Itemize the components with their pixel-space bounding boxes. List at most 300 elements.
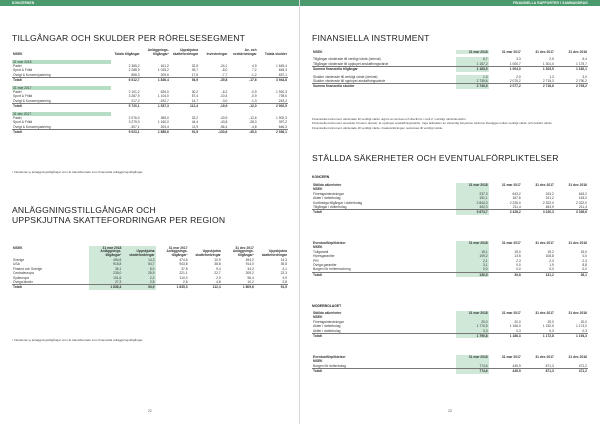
table-cell: Övrigt & Koncernjustering [13, 72, 51, 77]
table-cell: -0,9 [250, 90, 257, 95]
moder-pledges-table [312, 311, 588, 338]
table-cell: 38,8 [214, 262, 221, 267]
table-cell: -4,8 [250, 124, 257, 129]
koncern-pledges-table [312, 183, 588, 215]
table-cell: 643,2 [512, 191, 521, 196]
column-header: 31 dec 2016 [568, 182, 587, 187]
table-cell: 774,6 [456, 364, 489, 369]
table-cell: 3 674,7 [456, 210, 489, 215]
table-cell: 1,3 [456, 75, 489, 79]
table-cell: 2,8 [282, 280, 287, 285]
table-cell: 14,7 [191, 98, 199, 103]
group-date: 31 mar 2018 [12, 60, 111, 64]
table-cell: 5 720,1 [111, 104, 140, 109]
instruments-table [312, 50, 588, 89]
column-header: Anläggnings-tillgångar¹ [232, 249, 254, 258]
table-cell: 474,6 [179, 257, 188, 262]
total-row [312, 210, 588, 215]
table-cell: 94,9 [170, 78, 199, 83]
table-cell: 10,9 [214, 257, 221, 262]
table-cell: 837,1 [278, 72, 287, 77]
table-cell: 57,4 [191, 94, 199, 99]
table-cell: 0,0 [582, 254, 587, 259]
table-cell: 0,3 [456, 329, 489, 334]
table-cell: 211,4 [578, 205, 587, 209]
table-cell: 1 770,5 [456, 324, 489, 328]
table-cell: Kortfristiga tillgångar i dotterbolag [313, 200, 363, 205]
total-row [312, 369, 588, 374]
right-bar-tag: FINANSIELLA RAPPORTER I SAMMANDRAG [512, 1, 588, 5]
group-date: 31 mar 2017 [12, 86, 111, 90]
column-header: Uppskjutna skattefordringar [122, 250, 155, 258]
right-page [300, 0, 600, 424]
table-cell: 1 301,0 [542, 61, 554, 66]
table-cell: 1 004,0 [489, 67, 522, 72]
table-cell: Padel [13, 64, 22, 68]
table-cell: 22,3 [280, 271, 287, 276]
column-header: 31 mar 2018 [456, 183, 489, 187]
table-cell: 1 194,3 [555, 334, 588, 339]
table-cell: 108,8 [545, 254, 554, 259]
regions-title-line2: UPPSKJUTNA SKATTEFORDRINGAR PER REGION [12, 215, 226, 225]
table-cell: 7,2 [252, 68, 257, 73]
column-header: Uppskjutna skattefordringar [172, 48, 199, 56]
table-cell: -56,4 [219, 124, 228, 129]
table-cell: 3 944,8 [258, 78, 288, 83]
table-cell: 858,3 [131, 72, 140, 77]
table-cell: Totalt [312, 369, 456, 374]
column-header: MSEK [313, 49, 323, 54]
column-header: 31 mar 2018 [456, 355, 489, 359]
table-cell: Tillgångar värderade till verkligt värde (derivat) [313, 57, 381, 62]
block-heading: Ställda säkerheter [313, 182, 342, 187]
column-header: 31 dec 2017 [535, 310, 554, 315]
table-cell: 1 025,2 [157, 68, 169, 73]
total-row [12, 130, 288, 135]
table-cell: 8,8 [582, 263, 587, 267]
table-cell: 30,2 [191, 90, 199, 95]
moder-label: MODERBOLAGET [312, 304, 342, 308]
instruments-note: Finansiella instrument värderade till verkligt värde utgörs av derivat och återfinns i nivå 2 i verkligt värdehierarkin. [312, 117, 467, 121]
table-cell: Företagsinteckningar [313, 319, 344, 324]
table-cell: 1 160,0 [157, 120, 169, 125]
table-cell: 494,2 [245, 257, 254, 262]
table-cell: Totalt [312, 272, 456, 277]
regions-table [12, 246, 288, 290]
table-cell: 32,2 [191, 116, 199, 121]
table-cell: Finland och Sverige [13, 266, 43, 271]
table-cell: Aktier i dotterbolag [313, 196, 341, 201]
column-header: 31 dec 2017 [535, 49, 554, 54]
table-cell: 0,3 [549, 328, 554, 333]
column-header: 31 mar 2018 [456, 50, 489, 54]
table-cell: 0,0 [516, 267, 521, 272]
table-cell: Sport & Fritid [13, 68, 33, 73]
table-cell: 20,0 [580, 319, 587, 324]
instruments-notes [312, 117, 588, 130]
column-header: Anläggnings-tillgångar¹ [166, 249, 188, 258]
table-cell: Padel [13, 90, 22, 95]
table-cell: -0,9 [250, 94, 257, 99]
table-cell: 1 152,5 [542, 324, 554, 329]
table-cell: 3,1 [456, 263, 489, 267]
table-cell: 34,2 [247, 266, 254, 271]
unit-label: MSEK [313, 314, 323, 319]
table-cell: -28,0 [249, 120, 257, 125]
table-cell: 1 303,5 [522, 67, 555, 72]
table-cell: 2,2 [122, 276, 155, 280]
table-cell: 463,9 [545, 205, 554, 209]
table-cell: -24,1 [219, 64, 228, 68]
total-row [12, 285, 288, 290]
column-header: 31 mar 2018 [89, 246, 122, 250]
table-cell: -43,9 [219, 116, 228, 121]
total-row [312, 272, 588, 277]
table-cell: Övrigt & Koncernjustering [13, 124, 51, 129]
table-cell: 10,2 [247, 280, 254, 285]
table-cell: 14,3 [280, 257, 287, 262]
table-cell: 209,6 [160, 72, 169, 77]
table-cell: 0,0 [516, 263, 521, 267]
regions-footnote: ¹ Inkluderar ej anläggningstillgångar som är klassificerade som finansiella anläggningstillgångar. [12, 338, 144, 342]
table-cell: Aktier i dotterbolag [313, 324, 341, 329]
table-cell: 2,3 [549, 258, 554, 263]
table-cell: 1 182,1 [555, 67, 588, 72]
table-cell: 221,1 [179, 271, 188, 276]
table-cell: 237,3 [456, 192, 489, 196]
column-header: Totala skulder [264, 51, 287, 56]
table-cell: Sverige [13, 257, 25, 262]
table-cell: 4,9 [282, 275, 287, 280]
table-cell: 26,1 [555, 272, 588, 277]
table-cell: 1 649,4 [276, 64, 287, 68]
table-cell: 774,6 [456, 369, 489, 374]
table-cell: 243,2 [545, 191, 554, 196]
koncern-contingent-table [312, 241, 588, 277]
segments-table [12, 49, 288, 135]
table-cell: 96,4 [247, 275, 254, 280]
table-cell: 2,5 [549, 57, 554, 62]
column-header: 31 mar 2017 [501, 240, 521, 245]
table-cell: 15,2 [547, 249, 554, 254]
moder-contingent-table [312, 355, 588, 374]
table-cell: 17,5 [191, 72, 199, 77]
table-cell: 204,4 [160, 124, 169, 129]
table-cell: -192,7 [159, 98, 169, 103]
table-cell: 191,2 [545, 196, 554, 201]
table-cell: 3 287,9 [128, 94, 140, 99]
table-cell: 646,3 [278, 124, 287, 129]
column-header: 31 dec 2017 [535, 240, 554, 245]
table-cell: 6,4 [582, 57, 587, 62]
column-header: 31 mar 2017 [501, 354, 521, 359]
table-cell: 94,9 [122, 285, 155, 290]
table-cell: 2,8 [183, 280, 188, 285]
column-header: MSEK [13, 51, 23, 56]
column-header: 31 mar 2018 [456, 241, 489, 245]
table-cell: Tillgångar i dotterbolag [313, 205, 347, 209]
table-cell: 1,9 [549, 263, 554, 267]
table-cell: 4,9 [252, 64, 257, 68]
table-cell: 0,0 [582, 267, 587, 272]
koncern-label: KONCERN [312, 175, 330, 179]
table-cell: 15,0 [580, 249, 587, 254]
table-cell: 2 288,9 [128, 68, 140, 73]
table-cell: 2 077,2 [489, 84, 522, 89]
table-cell: Hyresgarantier [313, 254, 335, 259]
table-cell: 0,0 [456, 267, 489, 272]
column-header: 31 mar 2017 [501, 49, 521, 54]
unit-label: MSEK [313, 358, 323, 363]
table-cell: 39,8 [489, 272, 522, 277]
table-cell: 243,2 [278, 98, 287, 103]
table-cell: 1 920,3 [276, 90, 287, 95]
table-cell: -10,4 [219, 94, 228, 99]
table-cell: 1 166,0 [509, 324, 521, 329]
table-cell: 6 512,7 [111, 78, 140, 83]
table-cell: 20,0 [456, 320, 489, 324]
table-cell: 2 740,9 [456, 84, 489, 89]
column-header: 31 dec 2016 [568, 354, 587, 359]
table-cell: -45,3 [228, 130, 257, 135]
table-cell: 402,0 [456, 205, 489, 210]
regions-title-line1: ANLÄGGNINGSTILLGÅNGAR OCH [12, 205, 156, 215]
table-cell: -12,0 [228, 104, 257, 109]
table-cell: Övriga länder [13, 280, 33, 285]
table-cell: 2 322,0 [576, 200, 587, 205]
table-cell: 112,4 [170, 104, 199, 109]
table-cell: 3 279,0 [128, 120, 140, 125]
unit-label: MSEK [313, 244, 323, 249]
table-cell: 1 104,0 [157, 94, 169, 99]
column-header: 31 dec 2017 [535, 354, 554, 359]
table-cell: 445,9 [512, 363, 521, 368]
table-cell: 3 220,3 [522, 210, 555, 215]
table-cell: 2 793,2 [555, 84, 588, 89]
table-cell: -307,1 [130, 124, 140, 129]
table-cell: -3,0 [221, 98, 228, 103]
table-cell: 4,1 [282, 266, 287, 271]
table-cell: 285,0 [160, 116, 169, 121]
header-row [12, 49, 288, 57]
table-cell: 1 186,3 [489, 334, 522, 339]
table-cell: 2 790,2 [576, 79, 587, 84]
table-cell: 36,1 [89, 267, 122, 271]
segments-title: TILLGÅNGAR OCH SKULDER PER RÖRELSESEGMENT [12, 33, 246, 43]
table-cell: 3 339,6 [555, 210, 588, 215]
table-cell: 2 076,0 [128, 116, 140, 121]
column-header: Uppskjutna skattefordringar [195, 249, 221, 258]
table-cell: 943,8 [179, 262, 188, 267]
table-cell: 1,3 [549, 74, 554, 79]
table-cell: -130,6 [199, 130, 228, 135]
table-cell: 217,2 [131, 98, 140, 103]
table-cell: 2 716,6 [522, 84, 555, 89]
table-cell: 611,2 [160, 64, 169, 68]
table-cell: 6,0 [122, 267, 155, 271]
table-cell: 671,3 [522, 369, 555, 374]
table-cell: 2 902,5 [258, 104, 288, 109]
table-cell: 4,8 [216, 280, 221, 285]
table-cell: -17,6 [228, 78, 257, 83]
table-cell: 645,3 [278, 68, 287, 73]
table-cell: 471,2 [555, 369, 588, 374]
column-header: 31 dec 2016 [568, 240, 587, 245]
table-cell: 2 075,2 [509, 79, 521, 84]
left-top-bar [0, 0, 300, 6]
table-cell: Tillgångar värderade till upplupet anskaffningsvärde [313, 61, 389, 66]
table-cell: 15,1 [456, 250, 489, 254]
table-cell: 2,5 [122, 280, 155, 285]
table-cell: Borgen för helleenscheng [313, 267, 351, 272]
table-cell: 2 739,6 [456, 79, 489, 84]
regions-title [12, 205, 292, 225]
table-cell: 13,5 [514, 254, 521, 259]
table-cell: 1 157,2 [456, 62, 489, 67]
table-cell: 39,8 [280, 262, 287, 267]
table-cell: 1 537,3 [141, 104, 170, 109]
table-cell: Totalt [12, 130, 111, 135]
column-header: Uppskjutna skattefordringar [261, 249, 287, 258]
block-heading: Ställda säkerheter [313, 310, 342, 315]
table-cell: 2,1 [456, 259, 489, 263]
table-cell: Skulder värderade till verkligt värde (derivat) [313, 74, 378, 79]
table-cell: 1 836,4 [141, 78, 170, 83]
table-cell: 2 322,0 [542, 200, 554, 205]
total-row [312, 84, 588, 89]
table-cell: -19,9 [199, 104, 228, 109]
table-cell: Totalt [12, 104, 111, 109]
table-cell: 9,4 [216, 266, 221, 271]
table-cell: 15,0 [514, 249, 521, 254]
table-cell: 471,2 [578, 363, 587, 368]
table-cell: 3,0 [582, 74, 587, 79]
table-cell: Padel [13, 116, 22, 121]
table-cell: 2 844,0 [456, 201, 489, 205]
table-cell: 494,6 [89, 258, 122, 262]
table-cell: 44,4 [191, 120, 199, 125]
column-header: 31 mar 2018 [456, 311, 489, 315]
table-cell: Totalt [312, 210, 456, 215]
column-header: Totala tillgångar [114, 51, 140, 56]
table-cell: Övrigt & Koncernjustering [13, 98, 51, 103]
table-cell: Summa finansiella skulder [312, 84, 456, 89]
table-cell: 110,0 [179, 275, 188, 280]
table-cell: Företagsinteckningar [313, 191, 344, 196]
block-heading: Eventualförpliktelser [313, 240, 346, 245]
table-cell: 6,7 [456, 57, 489, 61]
table-cell: Aktier i dotterbolag [313, 328, 341, 333]
table-cell: 1 172,8 [522, 334, 555, 339]
table-cell: 1 790,8 [456, 334, 489, 339]
table-cell: 20,0 [547, 319, 554, 324]
table-cell: Summa finansiella tillgångar [312, 67, 456, 72]
table-cell: Totalt [12, 285, 89, 290]
table-cell: Totalt [312, 334, 456, 339]
unit-label: MSEK [313, 186, 323, 191]
table-cell: 671,3 [545, 363, 554, 368]
table-cell: 2 936,1 [258, 130, 288, 135]
table-cell: 2 226,0 [509, 200, 521, 205]
table-cell: 2,3 [516, 258, 521, 263]
table-cell: 1 000,7 [509, 61, 521, 66]
table-cell: 130,5 [456, 272, 489, 277]
table-cell: 131,2 [522, 272, 555, 277]
column-header: 31 dec 2016 [568, 49, 587, 54]
column-header: 31 mar 2017 [501, 182, 521, 187]
table-cell: 209,2 [245, 271, 254, 276]
table-cell: 91,5 [255, 285, 288, 290]
column-header: 31 dec 2017 [535, 182, 554, 187]
table-cell: -6,2 [221, 90, 228, 95]
table-cell: 91,5 [170, 130, 199, 135]
segments-footnote: ¹ Inkluderar ej anläggningstillgångar som är klassificerade som finansiella anläggningstillgångar. [12, 170, 144, 174]
table-cell: 5 923,1 [111, 130, 140, 135]
table-cell: 187,6 [512, 196, 521, 201]
column-header: Investeringar [206, 51, 228, 56]
table-cell: 3,3 [516, 57, 521, 62]
group-date: 31 dec 2017 [12, 112, 111, 116]
table-cell: 37,8 [181, 266, 188, 271]
column-header: Anläggnings-tillgångar¹ [89, 250, 122, 258]
table-cell: -43,8 [219, 120, 228, 125]
table-cell: 235,0 [89, 271, 122, 275]
table-cell: -12,6 [249, 116, 257, 121]
table-cell: 1 174,0 [576, 324, 587, 329]
table-cell: 54,7 [122, 262, 155, 266]
column-header: 31 dec 2017 [235, 245, 254, 250]
table-cell: -1,2 [250, 72, 257, 77]
table-cell: Skulder värderade till upplupet anskaffningsvärde [313, 79, 386, 84]
header-row [12, 250, 288, 258]
table-cell: USA [13, 262, 20, 267]
pledges-title: STÄLLDA SÄKERHETER OCH EVENTUALFÖRPLIKTELSER [312, 153, 559, 163]
table-cell: Centraleuropa [13, 271, 34, 276]
table-cell: 2 715,3 [542, 79, 554, 84]
table-cell: 25,9 [122, 271, 155, 275]
column-header: 31 mar 2017 [168, 245, 188, 250]
table-cell: Sport & Fritid [13, 120, 33, 125]
table-cell: Sport & Fritid [13, 94, 33, 99]
table-cell: 739,0 [278, 94, 287, 99]
table-cell: 1 809,6 [222, 285, 255, 290]
table-cell: 3 428,2 [489, 210, 522, 215]
table-cell: 11,9 [191, 124, 199, 129]
table-cell: 20,0 [514, 319, 521, 324]
instruments-note: Finansiella instrument värderade till verkligt värde i balansräkningen redovisas till verkligt värde. [312, 125, 444, 130]
left-page-number: 22 [148, 409, 152, 413]
table-cell: 626,0 [160, 90, 169, 95]
table-cell: 1 836,4 [89, 285, 122, 290]
table-cell: 1 175,7 [576, 61, 587, 66]
table-cell: 101,6 [89, 276, 122, 280]
table-cell: 914,0 [245, 262, 254, 267]
table-cell: 0,0 [549, 267, 554, 272]
table-cell: 109,2 [456, 254, 489, 258]
table-cell: 2,3 [582, 258, 587, 263]
table-cell: 2,0 [516, 74, 521, 79]
table-cell: Sydeuropa [13, 275, 29, 280]
table-cell: 2 365,2 [128, 64, 140, 68]
column-header: Anläggnings-tillgångar¹ [147, 48, 169, 56]
table-cell: PRI [313, 258, 319, 263]
table-cell: -1,3 [250, 98, 257, 103]
table-cell: 32,5 [191, 64, 199, 68]
table-cell: 14,3 [122, 258, 155, 262]
table-cell: 1 889,6 [141, 130, 170, 135]
left-bar-tag: KONCERNEN [12, 1, 35, 5]
table-cell: -7,7 [221, 72, 228, 77]
